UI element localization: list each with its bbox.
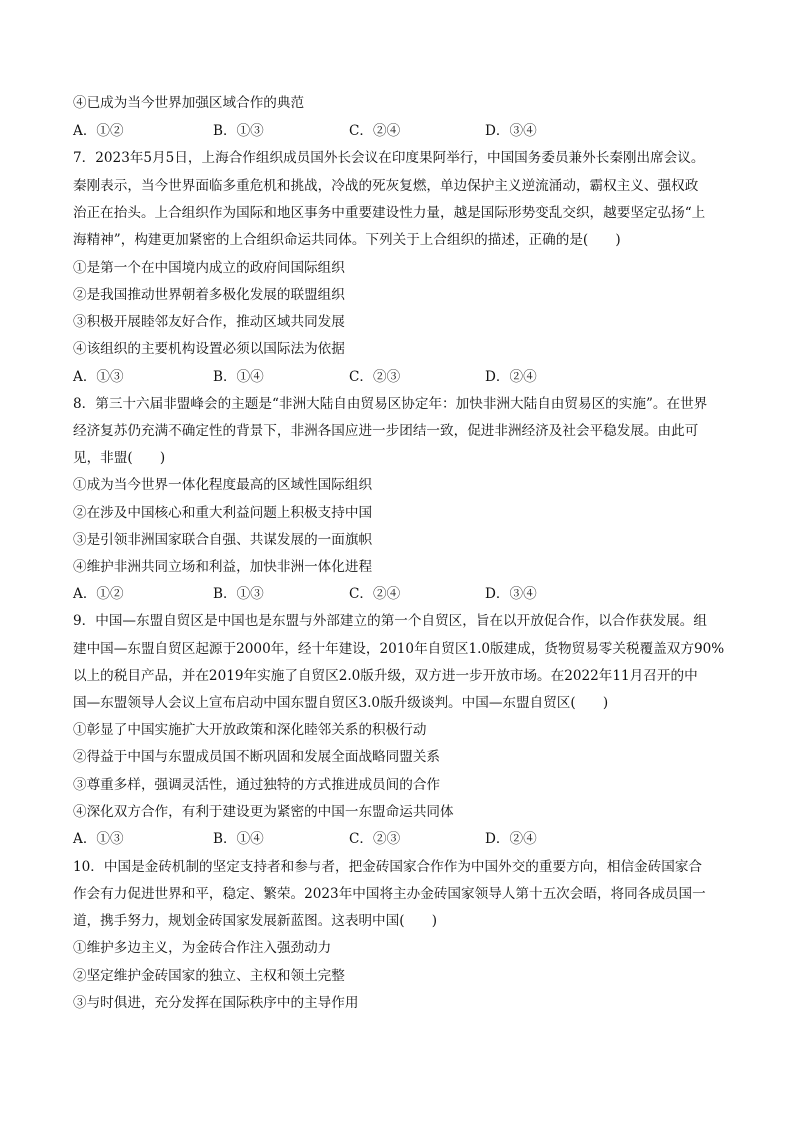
q8-statement-2: ②在涉及中国核心和重大利益问题上积极支持中国 [73,505,373,521]
q9-option-c: C．②③ [349,831,401,847]
q7-stem-line-2: 秦刚表示，当今世界面临多重危机和挑战，冷战的死灰复燃，单边保护主义逆流涌动，霸权主义、强权政 [73,178,699,194]
q8-statement-4: ④维护非洲共同立场和利益，加快非洲一体化进程 [73,559,373,575]
q9-options [73,829,733,849]
q6-option-d: D．③④ [485,123,537,139]
q6-statement-4: ④已成为当今世界加强区域合作的典范 [73,95,305,111]
q7-stem-line-4: 海精神”，构建更加紧密的上合组织命运共同体。下列关于上合组织的描述，正确的是( ) [73,232,621,248]
q9-option-d: D．②④ [485,831,537,847]
q9-stem-line-4: 国—东盟领导人会议上宣布启动中国东盟自贸区3.0版升级谈判。中国—东盟自贸区( ) [73,695,609,711]
q7-option-d: D．②④ [485,369,537,385]
q8-stem-line-1: 8．第三十六届非盟峰会的主题是“非洲大陆自由贸易区协定年：加快非洲大陆自由贸易区的实施”。在世界 [73,396,708,412]
q7-options [73,367,733,387]
q9-statement-1: ①彰显了中国实施扩大开放政策和深化睦邻关系的积极行动 [73,722,427,738]
q8-stem-line-2: 经济复苏仍充满不确定性的背景下，非洲各国应进一步团结一致，促进非洲经济及社会平稳发展。由此可 [73,423,699,439]
q8-option-d: D．③④ [485,586,537,602]
q6-options [73,121,733,141]
q9-stem-line-2: 建中国—东盟自贸区起源于2000年，经十年建设，2010年自贸区1.0版建成，货物贸易零关税覆盖双方90% [73,641,725,657]
q7-statement-3: ③积极开展睦邻友好合作，推动区域共同发展 [73,314,345,330]
q10-statement-3: ③与时俱进，充分发挥在国际秩序中的主导作用 [73,995,359,1011]
q10-stem-line-2: 作会有力促进世界和平，稳定、繁荣。2023年中国将主办金砖国家领导人第十五次会晤，将同各成员国一 [73,886,706,902]
q10-statement-1: ①维护多边主义，为金砖合作注入强劲动力 [73,940,332,956]
q6-option-b: B．①③ [213,123,264,139]
q7-statement-4: ④该组织的主要机构设置必须以国际法为依据 [73,341,345,357]
q6-option-a: A．①② [73,123,124,139]
q9-option-b: B．①④ [213,831,264,847]
q8-options [73,584,733,604]
q8-option-c: C．②④ [349,586,401,602]
q7-stem-line-3: 治正在抬头。上合组织作为国际和地区事务中重要建设性力量，越是国际形势变乱交织，越要坚定弘扬“上 [73,205,706,221]
q8-option-a: A．①② [73,586,124,602]
q10-stem-line-1: 10．中国是金砖机制的坚定支持者和参与者，把金砖国家合作作为中国外交的重要方向，相信金砖国家合 [73,859,703,875]
q9-option-a: A．①③ [73,831,124,847]
q9-statement-3: ③尊重多样，强调灵活性，通过独特的方式推进成员间的合作 [73,777,441,793]
q8-stem-line-3: 见，非盟( ) [73,450,166,466]
q7-statement-2: ②是我国推动世界朝着多极化发展的联盟组织 [73,287,345,303]
q10-stem-line-3: 道，携手努力，规划金砖国家发展新蓝图。这表明中国( ) [73,913,438,929]
q8-option-b: B．①③ [213,586,264,602]
q10-statement-2: ②坚定维护金砖国家的独立、主权和领土完整 [73,968,345,984]
q9-statement-4: ④深化双方合作，有利于建设更为紧密的中国一东盟命运共同体 [73,804,454,820]
q7-option-b: B．①④ [213,369,264,385]
q9-statement-2: ②得益于中国与东盟成员国不断巩固和发展全面战略同盟关系 [73,749,441,765]
q9-stem-line-3: 以上的税目产品，并在2019年实施了自贸区2.0版升级，双方进一步开放市场。在2022年11月召开的中 [73,668,698,684]
q9-stem-line-1: 9．中国—东盟自贸区是中国也是东盟与外部建立的第一个自贸区，旨在以开放促合作，以合作获发展。组 [73,613,707,629]
q6-option-c: C．②④ [349,123,401,139]
q7-statement-1: ①是第一个在中国境内成立的政府间国际组织 [73,260,345,276]
q7-option-a: A．①③ [73,369,124,385]
q7-stem-line-1: 7．2023年5月5日，上海合作组织成员国外长会议在印度果阿举行，中国国务委员兼外长秦刚出席会议。 [73,150,705,166]
q8-statement-1: ①成为当今世界一体化程度最高的区域性国际组织 [73,477,373,493]
q8-statement-3: ③是引领非洲国家联合自强、共谋发展的一面旗帜 [73,532,373,548]
q7-option-c: C．②③ [349,369,401,385]
